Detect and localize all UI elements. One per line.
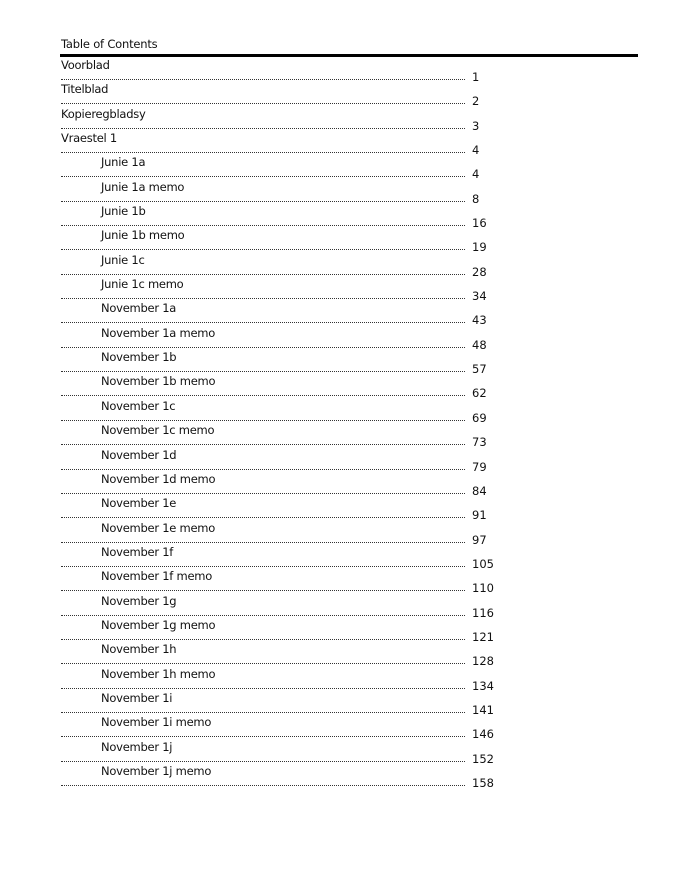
- toc-entry[interactable]: [60, 618, 510, 642]
- toc-entry-label[interactable]: Junie 1a memo: [101, 179, 185, 194]
- dot-leader: [61, 322, 465, 323]
- toc-entry-label[interactable]: November 1d memo: [101, 471, 216, 486]
- dot-leader: [61, 225, 465, 226]
- toc-entry-label[interactable]: Junie 1c: [101, 252, 145, 267]
- toc-entry[interactable]: [60, 569, 510, 596]
- toc-entry-label[interactable]: November 1e: [101, 496, 177, 511]
- toc-entry[interactable]: [60, 594, 510, 618]
- toc-entry[interactable]: [60, 448, 510, 472]
- toc-entry-page-number: 62: [472, 386, 487, 401]
- dot-leader: [61, 517, 465, 518]
- toc-entry[interactable]: [60, 107, 510, 131]
- toc-entry[interactable]: [60, 740, 510, 764]
- toc-entry-label[interactable]: Voorblad: [61, 58, 110, 72]
- toc-entry-page-number: 116: [472, 605, 494, 620]
- dot-leader: [61, 688, 465, 689]
- dot-leader: [61, 371, 465, 372]
- toc-entry-page-number: 8: [472, 191, 480, 206]
- dot-leader: [61, 615, 465, 616]
- toc-entry[interactable]: [60, 253, 510, 277]
- toc-entry-page-number: 19: [472, 240, 487, 255]
- toc-entry-page-number: 91: [472, 508, 487, 523]
- dot-leader: [61, 639, 465, 640]
- toc-entry-page-number: 48: [472, 337, 487, 352]
- dot-leader: [61, 274, 465, 275]
- toc-entry-page-number: 97: [472, 532, 487, 547]
- toc-entry-label[interactable]: November 1f: [101, 544, 174, 559]
- dot-leader: [61, 761, 465, 762]
- toc-entry-label[interactable]: Junie 1a: [101, 155, 146, 170]
- toc-entry[interactable]: [60, 180, 510, 204]
- toc-entry-page-number: 4: [472, 167, 480, 182]
- toc-entry-page-number: 121: [472, 629, 494, 644]
- toc-entry[interactable]: [60, 691, 510, 715]
- toc-entry[interactable]: [60, 277, 510, 304]
- toc-entry[interactable]: [60, 472, 510, 496]
- toc-entry-page-number: 3: [472, 118, 480, 133]
- toc-entry[interactable]: [60, 204, 510, 231]
- toc-entry-label[interactable]: Junie 1c memo: [101, 277, 184, 292]
- dot-leader: [61, 79, 465, 80]
- toc-entry-label[interactable]: November 1b memo: [101, 374, 216, 389]
- toc-entry-label[interactable]: Junie 1b: [101, 204, 146, 219]
- toc-entry[interactable]: [60, 496, 510, 523]
- toc-entry-page-number: 152: [472, 751, 494, 766]
- toc-entry[interactable]: [60, 399, 510, 423]
- toc-entry-label[interactable]: November 1d: [101, 447, 177, 462]
- toc-entry-page-number: 158: [472, 775, 494, 790]
- toc-entry-page-number: 43: [472, 313, 487, 328]
- toc-entry-page-number: 16: [472, 216, 487, 231]
- dot-leader: [61, 785, 465, 786]
- toc-entry[interactable]: [60, 545, 510, 569]
- dot-leader: [61, 347, 465, 348]
- toc-entry-label[interactable]: November 1i: [101, 690, 173, 705]
- toc-entry-label[interactable]: November 1i memo: [101, 715, 212, 730]
- toc-entry-label[interactable]: November 1e memo: [101, 520, 216, 535]
- dot-leader: [61, 736, 465, 737]
- toc-list: [60, 58, 510, 788]
- dot-leader: [61, 176, 465, 177]
- toc-entry[interactable]: [60, 301, 510, 328]
- toc-entry-page-number: 110: [472, 581, 494, 596]
- dot-leader: [61, 566, 465, 567]
- dot-leader: [61, 493, 465, 494]
- dot-leader: [61, 152, 465, 153]
- dot-leader: [61, 249, 465, 250]
- dot-leader: [61, 395, 465, 396]
- dot-leader: [61, 201, 465, 202]
- toc-entry-label[interactable]: November 1a: [101, 301, 177, 316]
- dot-leader: [61, 298, 465, 299]
- dot-leader: [61, 542, 465, 543]
- toc-entry[interactable]: [60, 350, 510, 377]
- toc-entry-label[interactable]: November 1b: [101, 350, 177, 365]
- toc-entry-page-number: 134: [472, 678, 494, 693]
- toc-entry[interactable]: [60, 374, 510, 401]
- toc-entry-page-number: 146: [472, 727, 494, 742]
- toc-entry[interactable]: [60, 131, 510, 158]
- toc-entry[interactable]: [60, 326, 510, 350]
- toc-entry-label[interactable]: November 1j: [101, 739, 173, 754]
- dot-leader: [61, 712, 465, 713]
- toc-entry-page-number: 105: [472, 556, 494, 571]
- toc-entry-page-number: 128: [472, 654, 494, 669]
- toc-heading: Table of Contents: [61, 37, 158, 51]
- toc-entry-page-number: 4: [472, 143, 480, 158]
- toc-entry-label[interactable]: November 1h memo: [101, 666, 216, 681]
- toc-entry[interactable]: [60, 82, 510, 109]
- dot-leader: [61, 663, 465, 664]
- dot-leader: [61, 128, 465, 129]
- toc-entry-page-number: 69: [472, 410, 487, 425]
- toc-entry-label[interactable]: Junie 1b memo: [101, 228, 185, 243]
- toc-entry[interactable]: [60, 667, 510, 691]
- toc-entry-page-number: 73: [472, 435, 487, 450]
- toc-entry-label[interactable]: Titelblad: [61, 82, 109, 97]
- toc-entry[interactable]: [60, 521, 510, 545]
- toc-entry[interactable]: [60, 764, 510, 788]
- toc-entry[interactable]: [60, 228, 510, 255]
- toc-entry-label[interactable]: November 1a memo: [101, 325, 216, 340]
- toc-entry-page-number: 79: [472, 459, 487, 474]
- toc-entry-label[interactable]: November 1f memo: [101, 569, 213, 584]
- toc-entry-label[interactable]: November 1h: [101, 642, 177, 657]
- heading-divider: [60, 54, 638, 57]
- toc-entry-page-number: 34: [472, 289, 487, 304]
- toc-entry-page-number: 84: [472, 483, 487, 498]
- dot-leader: [61, 590, 465, 591]
- toc-entry[interactable]: [60, 423, 510, 450]
- dot-leader: [61, 103, 465, 104]
- toc-entry-label[interactable]: Kopieregbladsy: [61, 106, 146, 121]
- toc-entry-page-number: 57: [472, 362, 487, 377]
- dot-leader: [61, 420, 465, 421]
- dot-leader: [61, 469, 465, 470]
- toc-entry-label[interactable]: November 1c: [101, 398, 176, 413]
- toc-entry[interactable]: [60, 642, 510, 669]
- toc-entry-label[interactable]: Vraestel 1: [61, 131, 117, 146]
- dot-leader: [61, 444, 465, 445]
- toc-entry-label[interactable]: November 1g memo: [101, 617, 216, 632]
- toc-entry-page-number: 1: [472, 70, 480, 84]
- toc-entry-page-number: 2: [472, 94, 480, 109]
- toc-entry[interactable]: [60, 155, 510, 182]
- toc-entry-page-number: 141: [472, 702, 494, 717]
- toc-entry-page-number: 28: [472, 264, 487, 279]
- toc-entry[interactable]: [60, 715, 510, 742]
- toc-entry-label[interactable]: November 1c memo: [101, 423, 215, 438]
- toc-entry[interactable]: [60, 58, 510, 82]
- toc-entry-label[interactable]: November 1j memo: [101, 763, 212, 778]
- toc-entry-label[interactable]: November 1g: [101, 593, 177, 608]
